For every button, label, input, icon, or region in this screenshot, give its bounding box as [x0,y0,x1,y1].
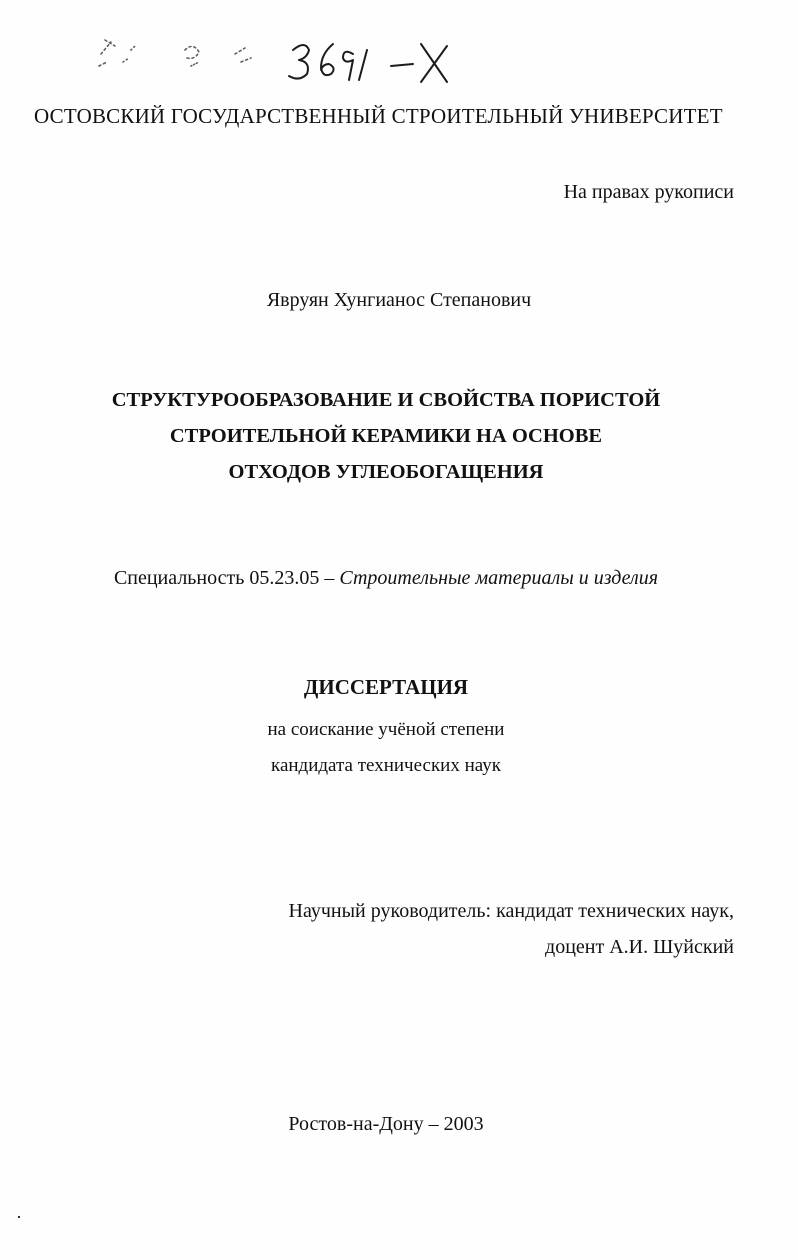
supervisor-line: доцент А.И. Шуйский [545,936,734,958]
specialty-line [0,567,772,590]
dissertation-title [0,382,772,490]
specialty-name: Строительные материалы и изделия [339,567,659,589]
university-name: ОСТОВСКИЙ ГОСУДАРСТВЕННЫЙ СТРОИТЕЛЬНЫЙ УНИВЕРСИТЕТ [34,104,723,128]
supervisor-line: Научный руководитель: кандидат технических наук, [288,900,734,922]
supervisor-block [289,893,734,965]
dissertation-heading: ДИССЕРТАЦИЯ [303,675,469,699]
dissertation-degree [0,712,772,784]
specialty-prefix: Специальность 05.23.05 – [113,567,340,589]
degree-line: на соискание учёной степени [267,719,505,740]
handwritten-archive-mark [95,32,455,92]
author-name: Явруян Хунгианос Степанович [266,289,532,311]
title-line: СТРОИТЕЛЬНОЙ КЕРАМИКИ НА ОСНОВЕ [169,425,603,447]
manuscript-note: На правах рукописи [563,181,734,203]
degree-line: кандидата технических наук [271,755,501,776]
scan-speck [18,1216,20,1218]
title-line: ОТХОДОВ УГЛЕОБОГАЩЕНИЯ [228,461,544,483]
city-year: Ростов-на-Дону – 2003 [288,1113,484,1135]
title-line: СТРУКТУРООБРАЗОВАНИЕ И СВОЙСТВА ПОРИСТОЙ [111,389,661,411]
